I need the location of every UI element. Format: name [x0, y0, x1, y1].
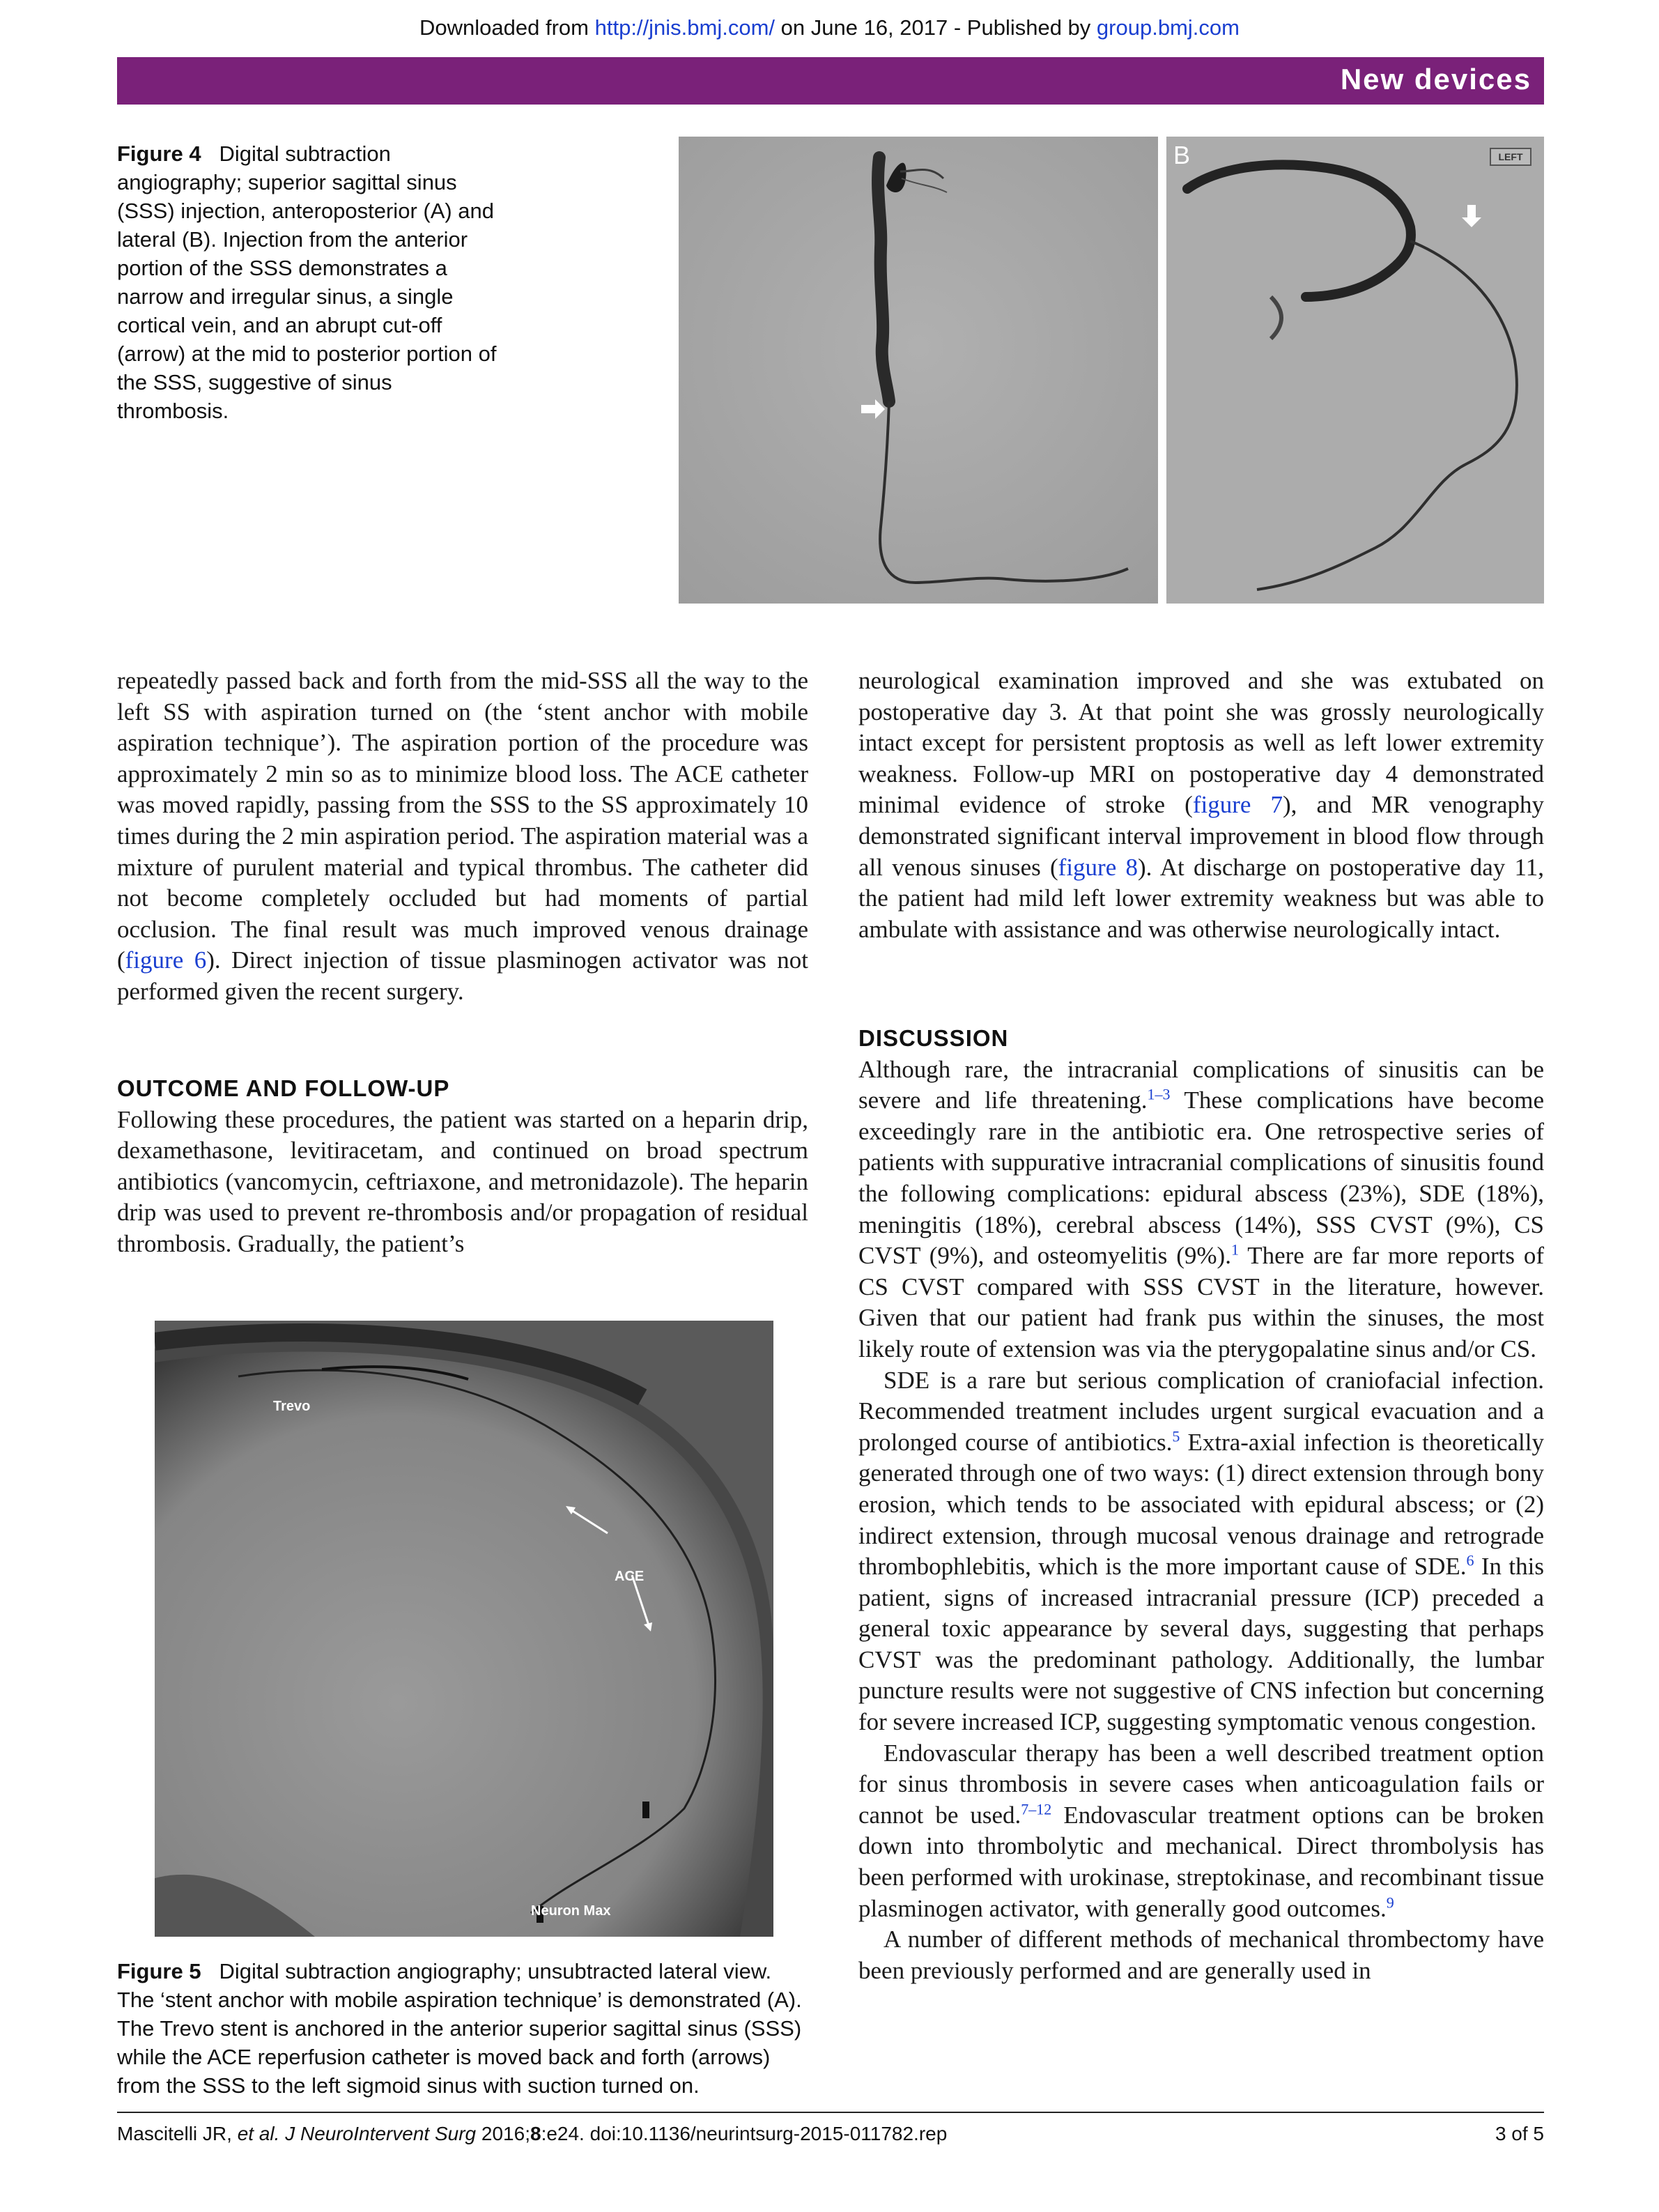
text-run: Although rare, the intracranial complications of sinusitis can be severe and life threatening. — [858, 1055, 1544, 1114]
paragraph — [858, 1365, 1544, 1738]
text-run: There are far more reports of CS CVST compared with SSS CVST in the literature, however. Given that our patient had frank pus within the sinuses, the most likely route of extension was via the pterygopalatine sinus and/or CS. — [858, 1242, 1544, 1362]
page-number: 3 of 5 — [1495, 2123, 1544, 2144]
left-column-top — [117, 666, 808, 1008]
reference-link[interactable]: 5 — [1172, 1427, 1180, 1445]
text-run: In this patient, signs of increased intracranial pressure (ICP) preceded a general toxic appearance by several days, suggesting that perhaps CVST was the predominant pathology. Additionally, the lumbar puncture results were not suggestive of CNS infection but concerning for severe increased ICP, suggesting symptomatic venous congestion. — [858, 1553, 1545, 1736]
section-title: New devices — [1340, 63, 1531, 95]
angiogram-lateral-image — [1166, 137, 1544, 604]
text-run: SDE is a rare but serious complication of craniofacial infection. Recommended treatment includes urgent surgical evacuation and a prolonged course of antibiotics. — [858, 1366, 1544, 1456]
neuron-max-label: Neuron Max — [531, 1903, 611, 1919]
reference-link[interactable]: 6 — [1466, 1551, 1474, 1569]
left-column-outcome — [117, 1073, 808, 1260]
reference-link[interactable]: 7–12 — [1021, 1800, 1052, 1818]
paragraph — [858, 1054, 1544, 1365]
citation-doi: :e24. doi:10.1136/neurintsurg-2015-011782.rep — [541, 2123, 948, 2144]
right-column-top — [858, 666, 1544, 945]
text-run: These complications have become exceedingly rare in the antibiotic era. One retrospective series of patients with suppurative intracranial complications of sinusitis found the following complications: epidural abscess (23%), SDE (18%), meningitis (18%), cerebral abscess (14%), SSS CVST (9%), CS CVST (9%), and osteomyelitis (9%). — [858, 1086, 1544, 1270]
figure5-label: Figure 5 — [117, 1959, 201, 1983]
left-orientation-tag: LEFT — [1490, 148, 1531, 166]
section-header — [117, 57, 1544, 105]
citation-year: 2016; — [476, 2123, 530, 2144]
citation-etal: et al — [237, 2123, 275, 2144]
outcome-heading: OUTCOME AND FOLLOW-UP — [117, 1075, 450, 1101]
reference-link[interactable]: 1 — [1230, 1241, 1239, 1259]
trevo-label: Trevo — [273, 1399, 311, 1414]
figure5-caption — [117, 1957, 808, 2100]
footer-citation — [117, 2123, 947, 2145]
text-run: ). Direct injection of tissue plasminogen activator was not performed given the recent surgery. — [117, 946, 808, 1005]
site-link[interactable]: http://jnis.bmj.com/ — [594, 15, 776, 40]
figure4-label: Figure 4 — [117, 141, 201, 166]
footer-divider — [117, 2112, 1544, 2113]
figure5-caption-text: Digital subtraction angiography; unsubtracted lateral view. The ‘stent anchor with mobile aspiration technique’ is demonstrated (A). The Trevo stent is anchored in the anterior superior sagittal sinus (SSS) while the ACE reperfusion catheter is moved back and forth (arrows) from the SSS to the left sigmoid sinus with suction turned on. — [117, 1959, 802, 2098]
citation-journal: . J NeuroIntervent Surg — [274, 2123, 477, 2144]
discussion-heading: DISCUSSION — [858, 1025, 1009, 1051]
reference-link[interactable]: 9 — [1386, 1893, 1394, 1911]
panel-b-letter: B — [1173, 141, 1191, 169]
figure4-caption — [117, 139, 507, 425]
paragraph — [117, 666, 808, 1008]
paragraph — [858, 1738, 1544, 1925]
publisher-link[interactable]: group.bmj.com — [1096, 15, 1240, 40]
ace-label: ACE — [615, 1569, 645, 1584]
angiogram-ap-image — [679, 137, 1158, 604]
figure5-image — [155, 1321, 773, 1937]
paragraph: A number of different methods of mechanical thrombectomy have been previously performed and are generally used in — [858, 1926, 1544, 1984]
lateral-xray-image — [155, 1321, 773, 1937]
figure4-panel-a — [679, 137, 1158, 604]
paragraph — [858, 666, 1544, 945]
download-middle: on June 16, 2017 - Published by — [775, 15, 1097, 40]
figure6-link[interactable]: figure 6 — [125, 946, 207, 974]
figure7-link[interactable]: figure 7 — [1192, 791, 1283, 819]
text-run: Endovascular treatment options can be broken down into thrombolytic and mechanical. Direct thrombolysis has been performed with urokinase, streptokinase, and recombinant tissue plasminogen activator, with generally good outcomes. — [858, 1801, 1544, 1922]
paragraph: Following these procedures, the patient was started on a heparin drip, dexamethasone, levitiracetam, and continued on broad spectrum antibiotics (vancomycin, ceftriaxone, and metronidazole). The heparin drip was used to prevent re-thrombosis and/or propagation of residual thrombosis. Gradually, the patient’s — [117, 1105, 808, 1257]
download-banner — [0, 15, 1659, 40]
figure8-link[interactable]: figure 8 — [1058, 853, 1138, 881]
reference-link[interactable]: 1–3 — [1147, 1085, 1171, 1103]
discussion-section — [858, 1023, 1544, 1986]
text-run: repeatedly passed back and forth from the mid-SSS all the way to the left SS with aspiration turned on (the ‘stent anchor with mobile aspiration technique’). The aspiration portion of the procedure was approximately 2 min so as to minimize blood loss. The ACE catheter was moved rapidly, passing from the SSS to the SS approximately 10 times during the 2 min aspiration period. The aspiration material was a mixture of purulent material and typical thrombus. The catheter did not become completely occluded but had moments of partial occlusion. The final result was much improved venous drainage ( — [117, 667, 808, 974]
text-run: ), and MR venography demonstrated significant interval improvement in blood flow through all venous sinuses ( — [858, 791, 1544, 881]
figure4-caption-text: Digital subtraction angiography; superior sagittal sinus (SSS) injection, anteroposterior (A) and lateral (B). Injection from the anterior portion of the SSS demonstrates a narrow and irregular sinus, a single cortical vein, and an abrupt cut-off (arrow) at the mid to posterior portion of the SSS, suggestive of sinus thrombosis. — [117, 141, 497, 423]
text-run: Extra-axial infection is theoretically generated through one of two ways: (1) direct extension through bony erosion, which tends to be associated with epidural abscess; or (2) indirect extension, through mucosal venous drainage and retrograde thrombophlebitis, which is the more important cause of SDE. — [858, 1428, 1544, 1581]
figure4-panel-b — [1166, 137, 1544, 604]
citation-authors: Mascitelli JR, — [117, 2123, 238, 2144]
citation-volume: 8 — [530, 2123, 541, 2144]
text-run: neurological examination improved and she was extubated on postoperative day 3. At that point she was grossly neurologically intact except for persistent proptosis as well as left lower extremity weakness. Follow-up MRI on postoperative day 4 demonstrated minimal evidence of stroke ( — [858, 667, 1544, 819]
text-run: Endovascular therapy has been a well described treatment option for sinus thrombosis in severe cases when anticoagulation fails or cannot be used. — [858, 1739, 1544, 1829]
text-run: ). At discharge on postoperative day 11, the patient had mild left lower extremity weakness but was able to ambulate with assistance and was otherwise neurologically intact. — [858, 853, 1544, 943]
download-prefix: Downloaded from — [419, 15, 595, 40]
